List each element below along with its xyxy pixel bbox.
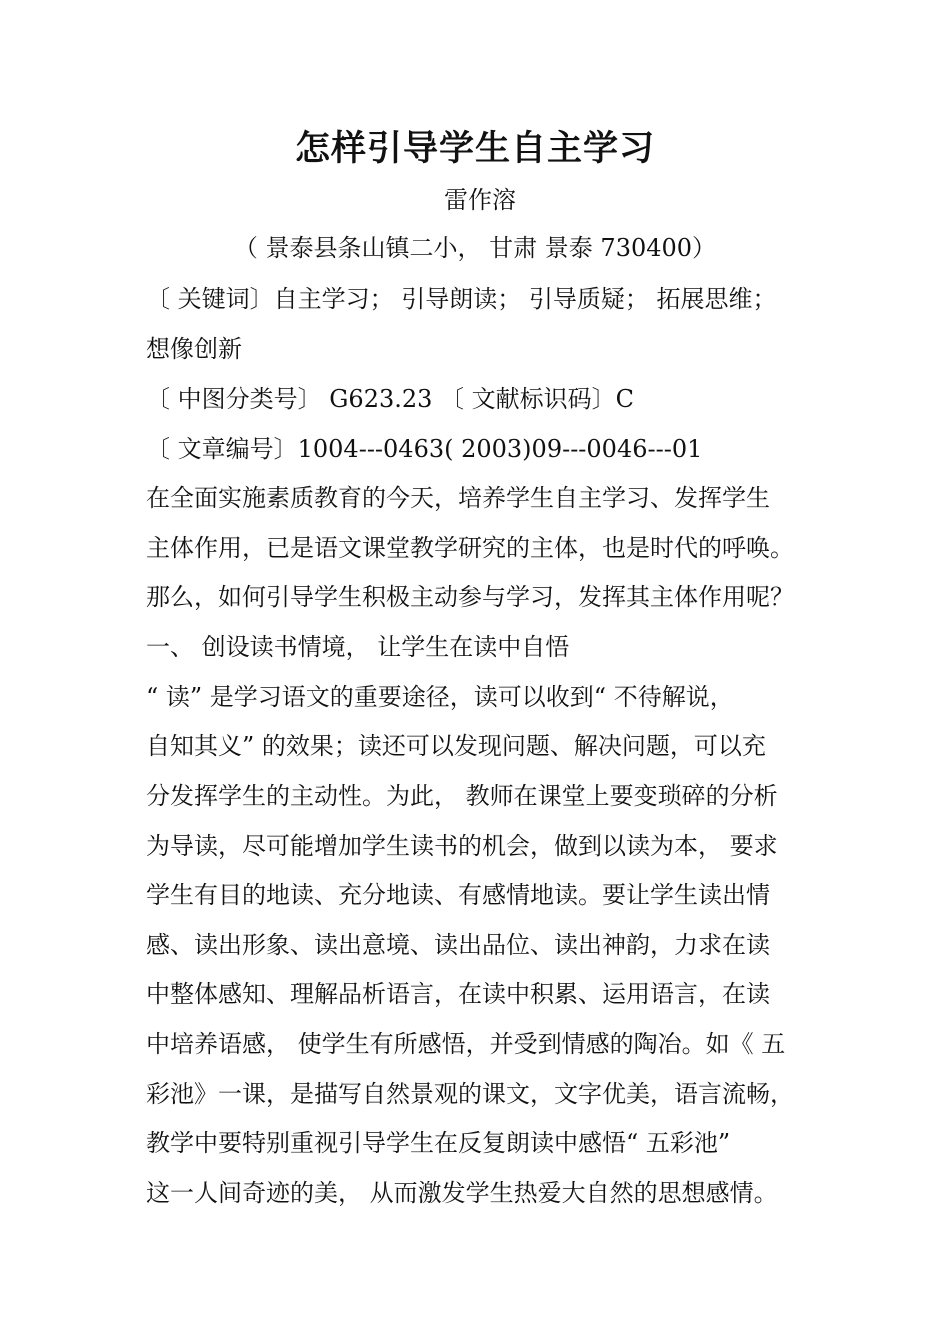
body-text-line: 学生有目的地读、充分地读、有感情地读。要让学生读出情 bbox=[146, 881, 770, 909]
body-text-line: 那么，如何引导学生积极主动参与学习，发挥其主体作用呢？ bbox=[146, 583, 794, 611]
body-text-line: 在全面实施素质教育的今天，培养学生自主学习、发挥学生 bbox=[146, 484, 770, 512]
body-text-line: 感、读出形象、读出意境、读出品位、读出神韵，力求在读 bbox=[146, 931, 770, 959]
article-title: 怎样引导学生自主学习 bbox=[294, 128, 655, 169]
classification-line: 〔 中图分类号〕 G623.23 〔 文献标识码〕C bbox=[146, 385, 635, 413]
body-text-line: 彩池》一课，是描写自然景观的课文，文字优美，语言流畅， bbox=[146, 1080, 794, 1108]
body-text-line: 中培养语感， 使学生有所感悟，并受到情感的陶冶。如《 五 bbox=[146, 1030, 786, 1058]
body-text-line: 主体作用，已是语文课堂教学研究的主体，也是时代的呼唤。 bbox=[146, 534, 794, 562]
section-heading: 一、 创设读书情境， 让学生在读中自悟 bbox=[146, 633, 570, 661]
author-affiliation: （ 景泰县条山镇二小， 甘肃 景泰 730400） bbox=[233, 234, 717, 262]
body-text-line: 这一人间奇迹的美， 从而激发学生热爱大自然的思想感情。 bbox=[146, 1179, 778, 1207]
keywords-line: 〔 关键词〕自主学习； 引导朗读； 引导质疑； 拓展思维； bbox=[146, 285, 777, 313]
body-text-line: 自知其义” 的效果；读还可以发现问题、解决问题，可以充 bbox=[146, 732, 766, 760]
body-text-line: 分发挥学生的主动性。为此， 教师在课堂上要变琐碎的分析 bbox=[146, 782, 778, 810]
body-text-line: 中整体感知、理解品析语言，在读中积累、运用语言，在读 bbox=[146, 980, 770, 1008]
keywords-line-continued: 想像创新 bbox=[146, 335, 242, 363]
body-text-line: 教学中要特别重视引导学生在反复朗读中感悟“ 五彩池” bbox=[146, 1129, 731, 1157]
article-author: 雷作溶 bbox=[444, 186, 516, 214]
body-text-line: 为导读，尽可能增加学生读书的机会，做到以读为本， 要求 bbox=[146, 832, 778, 860]
article-number-line: 〔 文章编号〕1004---0463( 2003)09---0046---01 bbox=[146, 435, 703, 463]
body-text-line: “ 读” 是学习语文的重要途径，读可以收到“ 不待解说， bbox=[146, 683, 734, 711]
